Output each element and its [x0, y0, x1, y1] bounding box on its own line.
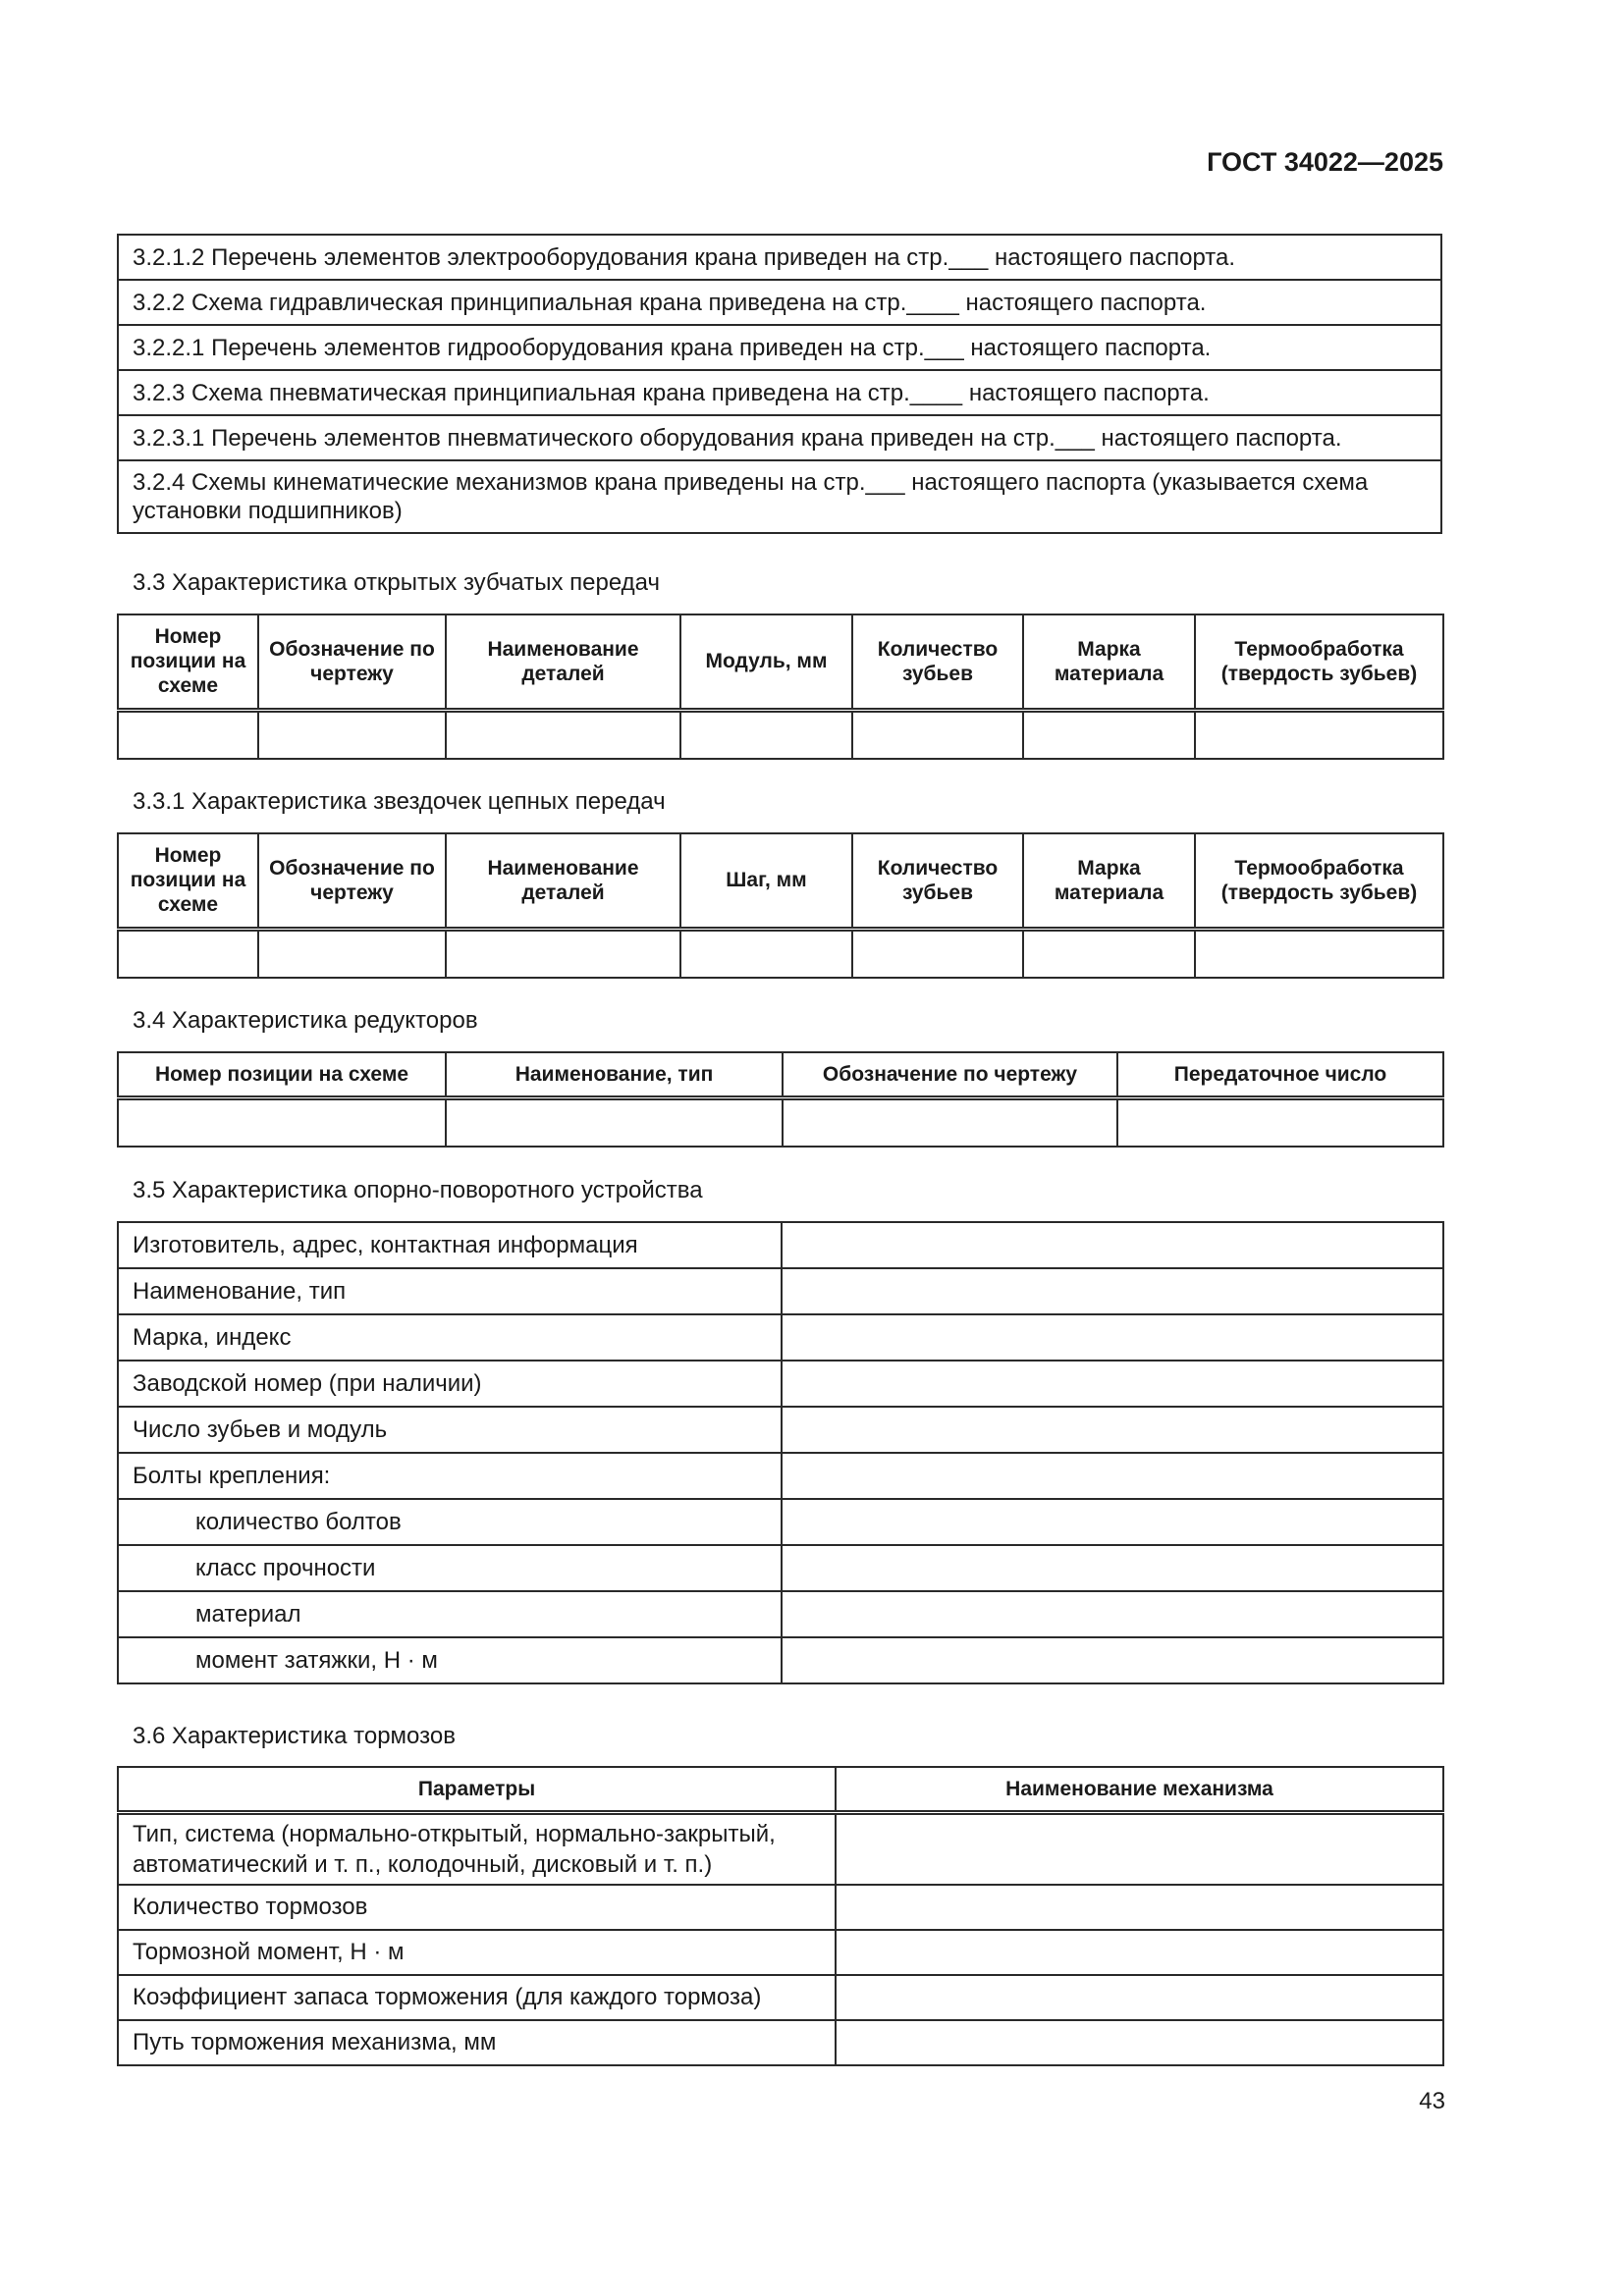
column-header: Марка материала: [1023, 833, 1195, 929]
column-header: Параметры: [118, 1767, 836, 1812]
row-label: Путь торможения механизма, мм: [118, 2020, 836, 2065]
row-label: Тип, система (нормально-открытый, нормально-закрытый, автоматический и т. п., колодочный, дисковый и т. п.): [118, 1812, 836, 1885]
gears-table: [117, 614, 1444, 760]
section-item: 3.2.1.2 Перечень элементов электрооборудования крана приведен на стр.___ настоящего паспорта.: [118, 235, 1441, 280]
table-cell: [783, 1097, 1117, 1147]
section-title-3-4: 3.4 Характеристика редукторов: [133, 1007, 478, 1034]
column-header: Номер позиции на схеме: [118, 614, 258, 710]
table-cell: [1195, 929, 1443, 978]
table-cell: [782, 1361, 1443, 1407]
column-header: Модуль, мм: [680, 614, 852, 710]
row-label: Число зубьев и модуль: [118, 1407, 782, 1453]
section-item: 3.2.4 Схемы кинематические механизмов крана приведены на стр.___ настоящего паспорта (указывается схема установки подшипников): [118, 460, 1441, 533]
table-cell: [782, 1222, 1443, 1268]
table-cell: [836, 1975, 1443, 2020]
table-cell: [680, 929, 852, 978]
row-label: Марка, индекс: [118, 1314, 782, 1361]
table-cell: [782, 1637, 1443, 1683]
column-header: Наименование, тип: [446, 1052, 783, 1097]
row-label: Болты крепления:: [118, 1453, 782, 1499]
table-cell: [782, 1453, 1443, 1499]
column-header: Наименование деталей: [446, 614, 680, 710]
row-label: Заводской номер (при наличии): [118, 1361, 782, 1407]
table-cell: [680, 710, 852, 759]
table-cell: [852, 929, 1023, 978]
sprockets-table: [117, 832, 1444, 979]
table-cell: [836, 1885, 1443, 1930]
column-header: Количество зубьев: [852, 614, 1023, 710]
section-title-3-3-1: 3.3.1 Характеристика звездочек цепных передач: [133, 788, 666, 815]
section-title-3-3: 3.3 Характеристика открытых зубчатых передач: [133, 569, 660, 596]
table-cell: [118, 929, 258, 978]
section-item: 3.2.2 Схема гидравлическая принципиальная крана приведена на стр.____ настоящего паспорта.: [118, 280, 1441, 325]
table-cell: [782, 1407, 1443, 1453]
row-label: Изготовитель, адрес, контактная информация: [118, 1222, 782, 1268]
column-header: Обозначение по чертежу: [783, 1052, 1117, 1097]
table-cell: [446, 710, 680, 759]
column-header: Обозначение по чертежу: [258, 833, 446, 929]
table-cell: [782, 1591, 1443, 1637]
column-header: Термообработка (твердость зубьев): [1195, 614, 1443, 710]
table-cell: [1195, 710, 1443, 759]
slewing-device-table: [117, 1221, 1444, 1684]
table-cell: [782, 1499, 1443, 1545]
column-header: Номер позиции на схеме: [118, 833, 258, 929]
row-label: Тормозной момент, Н · м: [118, 1930, 836, 1975]
section-item: 3.2.3 Схема пневматическая принципиальная крана приведена на стр.____ настоящего паспорта.: [118, 370, 1441, 415]
table-cell: [836, 1930, 1443, 1975]
table-cell: [852, 710, 1023, 759]
section-items-table: [117, 234, 1442, 534]
table-cell: [258, 929, 446, 978]
row-label: Коэффициент запаса торможения (для каждого тормоза): [118, 1975, 836, 2020]
column-header: Марка материала: [1023, 614, 1195, 710]
table-cell: [836, 1812, 1443, 1885]
column-header: Обозначение по чертежу: [258, 614, 446, 710]
section-title-3-6: 3.6 Характеристика тормозов: [133, 1723, 456, 1749]
section-title-3-5: 3.5 Характеристика опорно-поворотного устройства: [133, 1177, 703, 1203]
column-header: Наименование механизма: [836, 1767, 1443, 1812]
table-cell: [446, 1097, 783, 1147]
row-label: Наименование, тип: [118, 1268, 782, 1314]
row-label: материал: [118, 1591, 782, 1637]
table-cell: [1117, 1097, 1443, 1147]
reducers-table: [117, 1051, 1444, 1148]
brakes-table: [117, 1766, 1444, 2066]
table-cell: [258, 710, 446, 759]
column-header: Наименование деталей: [446, 833, 680, 929]
document-header: ГОСТ 34022—2025: [1207, 147, 1443, 177]
row-label: класс прочности: [118, 1545, 782, 1591]
table-cell: [118, 1097, 446, 1147]
column-header: Номер позиции на схеме: [118, 1052, 446, 1097]
row-label: Количество тормозов: [118, 1885, 836, 1930]
page-number: 43: [1419, 2088, 1445, 2114]
column-header: Термообработка (твердость зубьев): [1195, 833, 1443, 929]
table-cell: [836, 2020, 1443, 2065]
table-cell: [1023, 710, 1195, 759]
table-cell: [446, 929, 680, 978]
column-header: Шаг, мм: [680, 833, 852, 929]
table-cell: [118, 710, 258, 759]
section-item: 3.2.2.1 Перечень элементов гидрооборудования крана приведен на стр.___ настоящего паспорта.: [118, 325, 1441, 370]
table-cell: [782, 1268, 1443, 1314]
table-cell: [782, 1314, 1443, 1361]
row-label: количество болтов: [118, 1499, 782, 1545]
section-item: 3.2.3.1 Перечень элементов пневматического оборудования крана приведен на стр.___ настоящего паспорта.: [118, 415, 1441, 460]
column-header: Количество зубьев: [852, 833, 1023, 929]
row-label: момент затяжки, Н · м: [118, 1637, 782, 1683]
table-cell: [1023, 929, 1195, 978]
column-header: Передаточное число: [1117, 1052, 1443, 1097]
table-cell: [782, 1545, 1443, 1591]
